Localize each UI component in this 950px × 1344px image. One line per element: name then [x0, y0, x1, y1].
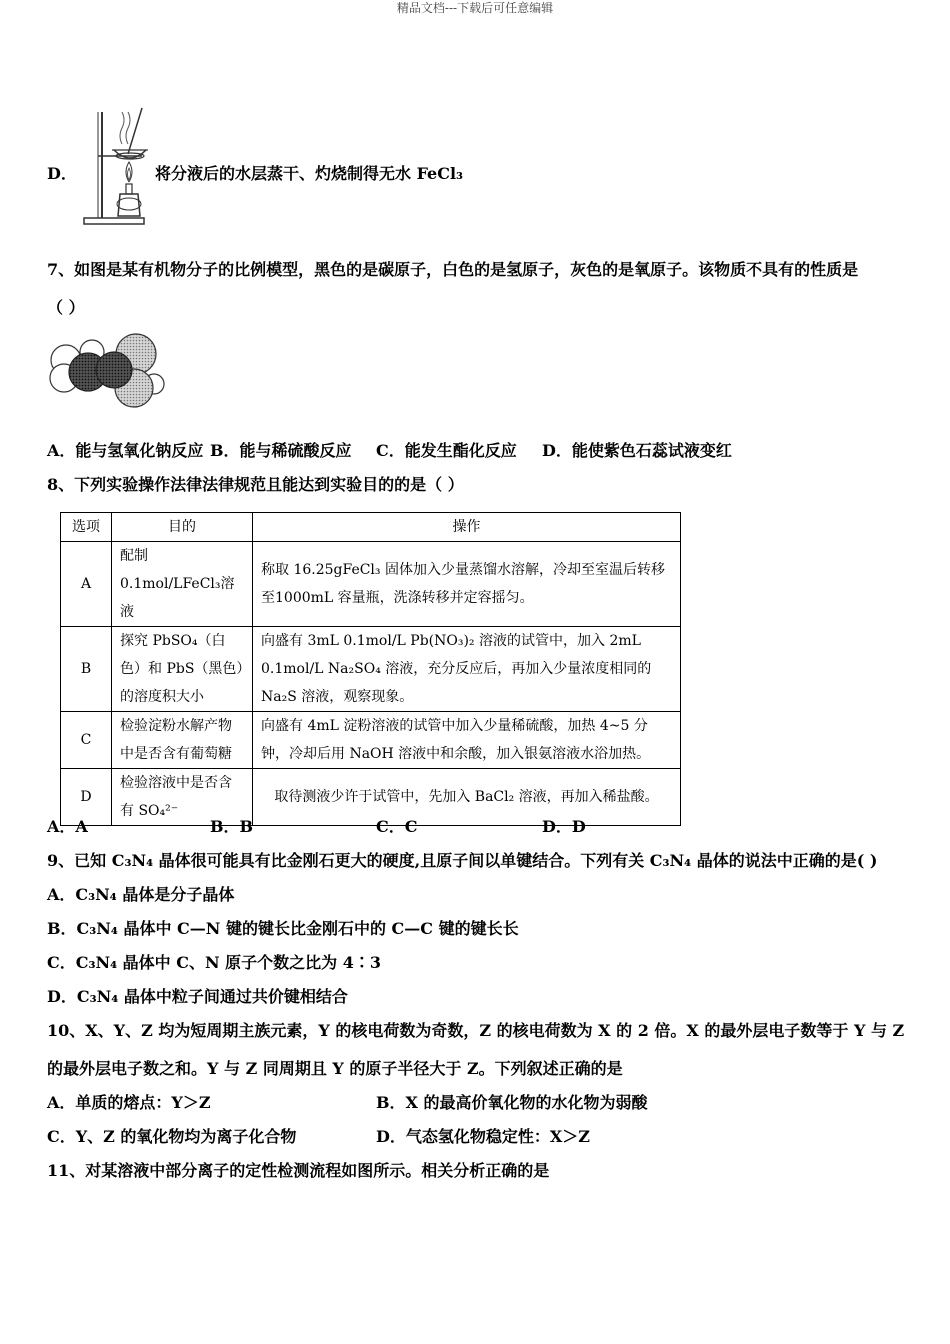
- table-cell-purpose: 探究 PbSO₄（白色）和 PbS（黑色）的溶度积大小: [112, 627, 253, 712]
- q6-option-d-label: D．: [47, 164, 77, 183]
- q9-option-b: B．C₃N₄ 晶体中 C—N 键的键长比金刚石中的 C—C 键的键长长: [47, 919, 519, 938]
- q10-stem-line1: 10、X、Y、Z 均为短周期主族元素，Y 的核电荷数为奇数，Z 的核电荷数为 X 的 2 倍。X 的最外层电子数等于 Y 与 Z: [47, 1021, 905, 1040]
- q10-option-c: C．Y、Z 的氧化物均为离子化合物: [47, 1127, 297, 1146]
- table-row: [61, 769, 681, 826]
- table-cell-purpose: 配制 0.1mol/LFeCl₃溶液: [112, 542, 253, 627]
- table-cell-operation: 向盛有 3mL 0.1mol/L Pb(NO₃)₂ 溶液的试管中，加入 2mL 0.1mol/L Na₂SO₄ 溶液，充分反应后，再加入少量浓度相同的 Na₂S 溶液，观察现象。: [253, 627, 681, 712]
- table-cell-option: A: [61, 542, 112, 627]
- q8-table: [60, 512, 681, 826]
- q8-stem: 8、下列实验操作法律法律规范且能达到实验目的的是（ ）: [47, 475, 464, 494]
- q7-stem-line1: 7、如图是某有机物分子的比例模型，黑色的是碳原子，白色的是氢原子，灰色的是氧原子。该物质不具有的性质是: [47, 260, 859, 279]
- molecule-model-image: [48, 330, 166, 410]
- table-header-row: [61, 513, 681, 542]
- q9-option-d: D．C₃N₄ 晶体中粒子间通过共价键相结合: [47, 987, 348, 1006]
- table-cell-option: C: [61, 712, 112, 769]
- q7-stem-line2: （ ）: [47, 298, 85, 317]
- q9-stem: 9、已知 C₃N₄ 晶体很可能具有比金刚石更大的硬度,且原子间以单键结合。下列有关 C₃N₄ 晶体的说法中正确的是( ): [47, 851, 878, 870]
- page-header: 精品文档---下载后可任意编辑: [396, 1, 554, 15]
- q8-option-a: A．A: [47, 817, 88, 836]
- q7-option-b: B．能与稀硫酸反应: [210, 441, 352, 460]
- table-row: [61, 542, 681, 627]
- table-header-cell: 选项: [61, 513, 112, 542]
- table-cell-option: B: [61, 627, 112, 712]
- q10-option-d: D．气态氢化物稳定性：X＞Z: [376, 1127, 590, 1146]
- table-cell-operation: 称取 16.25gFeCl₃ 固体加入少量蒸馏水溶解，冷却至室温后转移至1000mL 容量瓶，洗涤转移并定容摇匀。: [253, 542, 681, 627]
- q9-option-a: A．C₃N₄ 晶体是分子晶体: [47, 885, 235, 904]
- q8-option-d: D．D: [542, 817, 586, 836]
- table-header-cell: 目的: [112, 513, 253, 542]
- q8-option-b: B．B: [210, 817, 254, 836]
- q10-option-b: B．X 的最高价氧化物的水化物为弱酸: [376, 1093, 648, 1112]
- table-cell-option: D: [61, 769, 112, 826]
- table-cell-purpose: 检验淀粉水解产物中是否含有葡萄糖: [112, 712, 253, 769]
- evaporation-apparatus-image: [80, 104, 152, 228]
- table-row: [61, 627, 681, 712]
- q9-option-c: C．C₃N₄ 晶体中 C、N 原子个数之比为 4∶3: [47, 953, 382, 972]
- q8-option-c: C．C: [376, 817, 418, 836]
- table-cell-operation: 向盛有 4mL 淀粉溶液的试管中加入少量稀硫酸，加热 4~5 分钟，冷却后用 NaOH 溶液中和余酸，加入银氨溶液水浴加热。: [253, 712, 681, 769]
- q7-option-c: C．能发生酯化反应: [376, 441, 517, 460]
- q10-stem-line2: 的最外层电子数之和。Y 与 Z 同周期且 Y 的原子半径大于 Z。下列叙述正确的是: [47, 1059, 623, 1078]
- q11-stem: 11、对某溶液中部分离子的定性检测流程如图所示。相关分析正确的是: [47, 1161, 550, 1180]
- q6-option-d-text: 将分液后的水层蒸干、灼烧制得无水 FeCl₃: [155, 164, 464, 183]
- q7-option-d: D．能使紫色石蕊试液变红: [542, 441, 732, 460]
- table-cell-purpose: 检验溶液中是否含有 SO₄²⁻: [112, 769, 253, 826]
- table-row: [61, 712, 681, 769]
- q10-option-a: A．单质的熔点：Y＞Z: [47, 1093, 211, 1112]
- table-header-cell: 操作: [253, 513, 681, 542]
- table-cell-operation: 取待测液少许于试管中，先加入 BaCl₂ 溶液，再加入稀盐酸。: [253, 769, 681, 826]
- q7-option-a: A．能与氢氧化钠反应: [47, 441, 204, 460]
